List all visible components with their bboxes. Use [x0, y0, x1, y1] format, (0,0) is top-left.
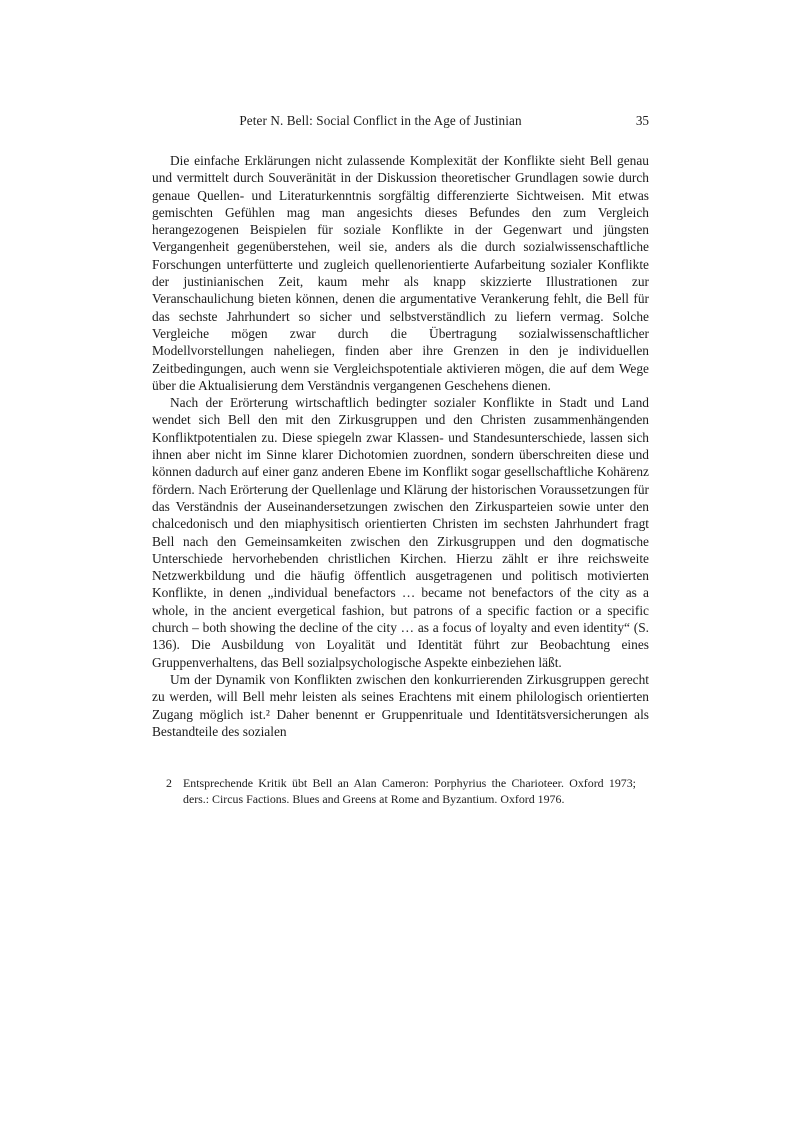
running-title: Peter N. Bell: Social Conflict in the Age of Justinian	[239, 113, 522, 128]
running-header	[152, 112, 649, 129]
footnote	[166, 776, 636, 807]
paragraph: Um der Dynamik von Konflikten zwischen den konkurrierenden Zirkusgruppen gerecht zu werden, will Bell mehr leisten als seines Erachtens mit einem philologisch orientierten Zugang möglich ist.² Daher benennt er Gruppenrituale und Identitätsversicherungen als Bestandteile des sozialen	[152, 671, 649, 739]
paragraph: Nach der Erörterung wirtschaftlich bedingter sozialer Konflikte in Stadt und Land wendet sich Bell den mit den Zirkusgruppen und den Christen zusammenhängenden Konfliktpotentialen zu. Diese spiegeln zwar Klassen- und Standesunterschiede, lassen sich ihnen aber nicht im Sinne klarer Dichotomien zuordnen, sondern überschreiten diese und können dadurch auf einer ganz anderen Ebene im Konflikt sogar gesellschaftliche Kohärenz fördern. Nach Erörterung der Quellenlage und Klärung der historischen Voraussetzungen für das Verständnis der Auseinandersetzungen zwischen den Zirkusparteien sowie unter den chalcedonisch und den miaphysitisch orientierten Christen im sechsten Jahrhundert fragt Bell nach den Gemeinsamkeiten zwischen den Zirkusgruppen und den dogmatische Unterschiede hervorhebenden christlichen Kirchen. Hierzu zählt er ihre reichsweite Netzwerkbildung und die häufig öffentlich ausgetragenen und politisch motivierten Konflikte, in denen „individual benefactors … became not benefactors of the city as a whole, in the ancient evergetical fashion, but patrons of a specific faction or a specific church – both showing the decline of the city … as a focus of loyalty and even identity“ (S. 136). Die Ausbildung von Loyalität und Identität führt zur Beobachtung eines Gruppenverhaltens, das Bell sozialpsychologische Aspekte einbeziehen läßt.	[152, 395, 649, 670]
article-body	[152, 152, 649, 740]
footnote-number: 2	[166, 776, 172, 791]
type-area	[152, 0, 649, 807]
page-number: 35	[635, 113, 649, 128]
footnote-text: Entsprechende Kritik übt Bell an Alan Cameron: Porphyrius the Charioteer. Oxford 1973; ders.: Circus Factions. Blues and Greens at Rome and Byzantium. Oxford 1976.	[183, 776, 636, 806]
paragraph: Die einfache Erklärungen nicht zulassende Komplexität der Konflikte sieht Bell genau und vermittelt durch Souveränität in der Diskussion theoretischer Grundlagen sowie durch genaue Quellen- und Literaturkenntnis sorgfältig differenzierte Sichtweisen. Mit etwas gemischten Gefühlen mag man angesichts dieses Befundes den zum Vergleich herangezogenen Beispielen für soziale Konflikte in der Gegenwart und jüngsten Vergangenheit gegenüberstehen, weil sie, anders als die durch sozialwissenschaftliche Forschungen unterfütterte und zugleich quellenorientierte Aufarbeitung sozialer Konflikte der justinianischen Zeit, kaum mehr als knapp skizzierte Illustrationen zur Veranschaulichung bieten können, denen die argumentative Verankerung fehlt, die Bell für das sechste Jahrhundert so sicher und selbstverständlich zu liefern vermag. Solche Vergleiche mögen zwar durch die Übertragung sozialwissenschaftlicher Modellvorstellungen naheliegen, finden aber ihre Grenzen in den je individuellen Zeitbedingungen, auch wenn sie Vergleichspotentiale aktivieren mögen, die auf dem Wege über die Aktualisierung dem Verständnis vergangenen Geschehens dienen.	[152, 153, 649, 393]
